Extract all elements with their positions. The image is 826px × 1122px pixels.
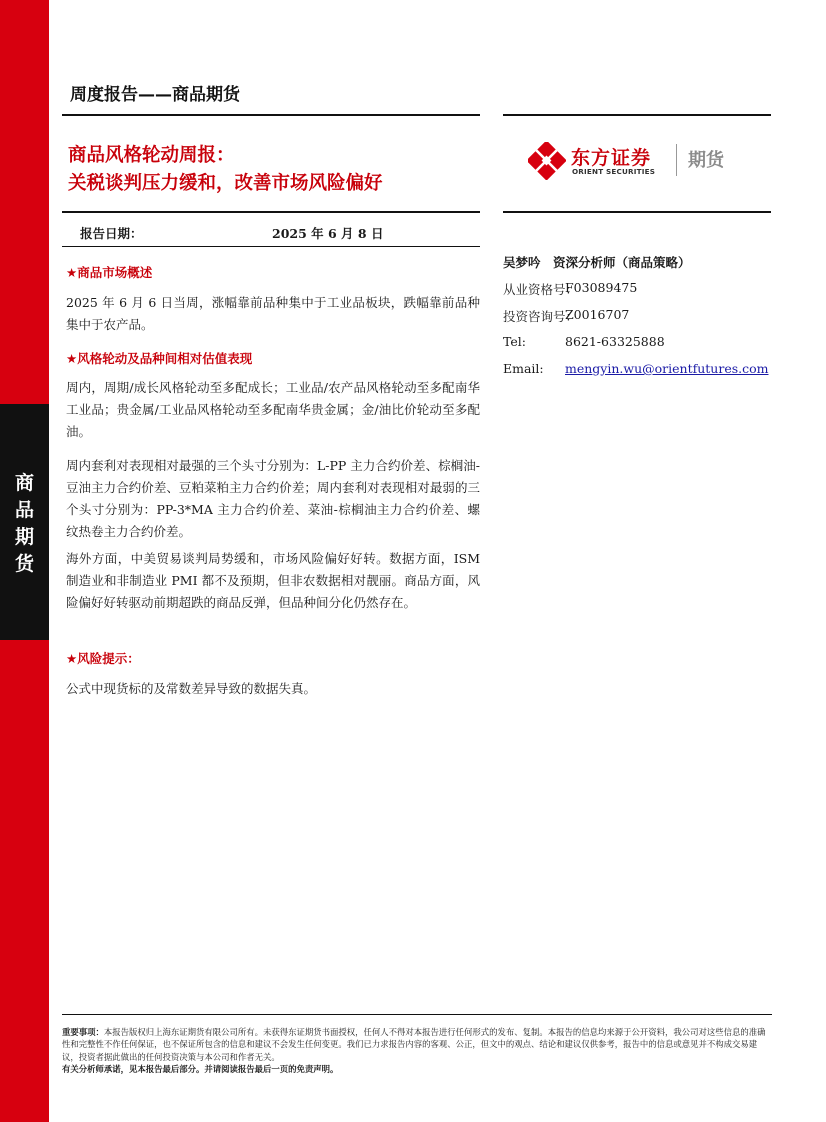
style-rotation-paragraph-3: 海外方面，中美贸易谈判局势缓和，市场风险偏好好转。数据方面，ISM 制造业和非制造业 PMI 都不及预期，但非农数据相对靓丽。商品方面，风险偏好好转驱动前期超跌的商品反弹，但品种间分化仍然存在。 (66, 551, 480, 610)
analyst-name: 吴梦吟 资深分析师（商品策略） (503, 255, 691, 270)
report-title (68, 142, 383, 198)
disclaimer-closing: 有关分析师承诺，见本报告最后部分。并请阅读报告最后一页的免责声明。 (62, 1064, 339, 1075)
logo-division: 期货 (688, 150, 724, 171)
logo-name-en: ORIENT SECURITIES (572, 167, 656, 176)
disclaimer-body: 本报告版权归上海东证期货有限公司所有。未获得东证期货书面授权，任何人不得对本报告进行任何形式的发布、复制。本报告的信息均来源于公开资料，我公司对这些信息的准确性和完整性不作任何保证，也不保证所包含的信息和建议不会发生任何变更。我们已力求报告内容的客观、公正，但文中的观点、结论和建议仅供参考，报告中的信息或意见并不构成交易建议，投资者据此做出的任何投资决策与本公司和作者无关。 (62, 1027, 766, 1062)
tel-label: Tel: (503, 334, 526, 349)
report-type-title: 周度报告——商品期货 (70, 85, 240, 105)
disclaimer-lead: 重要事项： (62, 1027, 104, 1037)
logo-name-zh: 东方证券 (571, 147, 652, 169)
side-label-char-2: 期 (14, 526, 34, 548)
qualification-label: 从业资格号： (503, 282, 579, 297)
email-label: Email: (503, 361, 544, 376)
tel-number: 8621-63325888 (565, 334, 665, 349)
footer-rule (62, 1014, 772, 1015)
side-label-char-1: 品 (14, 499, 34, 521)
report-date-label: 报告日期： (80, 226, 143, 241)
title-rule-right (503, 211, 771, 213)
market-overview-text: 2025 年 6 月 6 日当周，涨幅靠前品种集中于工业品板块，跌幅靠前品种集中于农产品。 (66, 295, 480, 332)
logo-divider (676, 144, 677, 176)
style-rotation-paragraph-2: 周内套利对表现相对最强的三个头寸分别为：L-PP 主力合约价差、棕榈油-豆油主力合约价差、豆粕菜粕主力合约价差；周内套利对表现相对最弱的三个头寸分别为：PP-3*MA 主力合约价差、菜油-棕榈油主力合约价差、螺纹热卷主力合约价差。 (66, 458, 480, 539)
market-overview-heading: ★商品市场概述 (66, 265, 153, 280)
style-rotation-heading: ★风格轮动及品种间相对估值表现 (66, 351, 253, 366)
consult-label: 投资咨询号： (503, 309, 579, 324)
report-title-line-1: 商品风格轮动周报： (68, 145, 235, 166)
consult-number: Z0016707 (565, 307, 630, 322)
report-date-value: 2025 年 6 月 8 日 (272, 226, 384, 241)
style-rotation-paragraph-1: 周内，周期/成长风格轮动至多配成长；工业品/农产品风格轮动至多配南华工业品；贵金属/工业品风格轮动至多配南华贵金属；金/油比价轮动至多配油。 (66, 380, 480, 439)
header-rule-right (503, 114, 771, 116)
header-rule-left (62, 114, 480, 116)
risk-heading: ★风险提示： (66, 651, 140, 666)
disclaimer-block (62, 1026, 772, 1076)
side-category-label (0, 470, 49, 578)
title-rule-left (62, 211, 480, 213)
side-label-char-3: 货 (14, 553, 34, 575)
date-rule (62, 246, 480, 247)
report-title-line-2: 关税谈判压力缓和，改善市场风险偏好 (68, 173, 383, 194)
red-diamond-logo-icon (528, 142, 566, 180)
email-value-wrap (565, 361, 769, 376)
side-label-char-0: 商 (14, 472, 34, 494)
company-logo (528, 140, 758, 182)
qualification-number: F03089475 (565, 280, 638, 295)
risk-text: 公式中现货标的及常数差异导致的数据失真。 (66, 681, 317, 696)
email-link[interactable]: mengyin.wu@orientfutures.com (565, 361, 769, 376)
